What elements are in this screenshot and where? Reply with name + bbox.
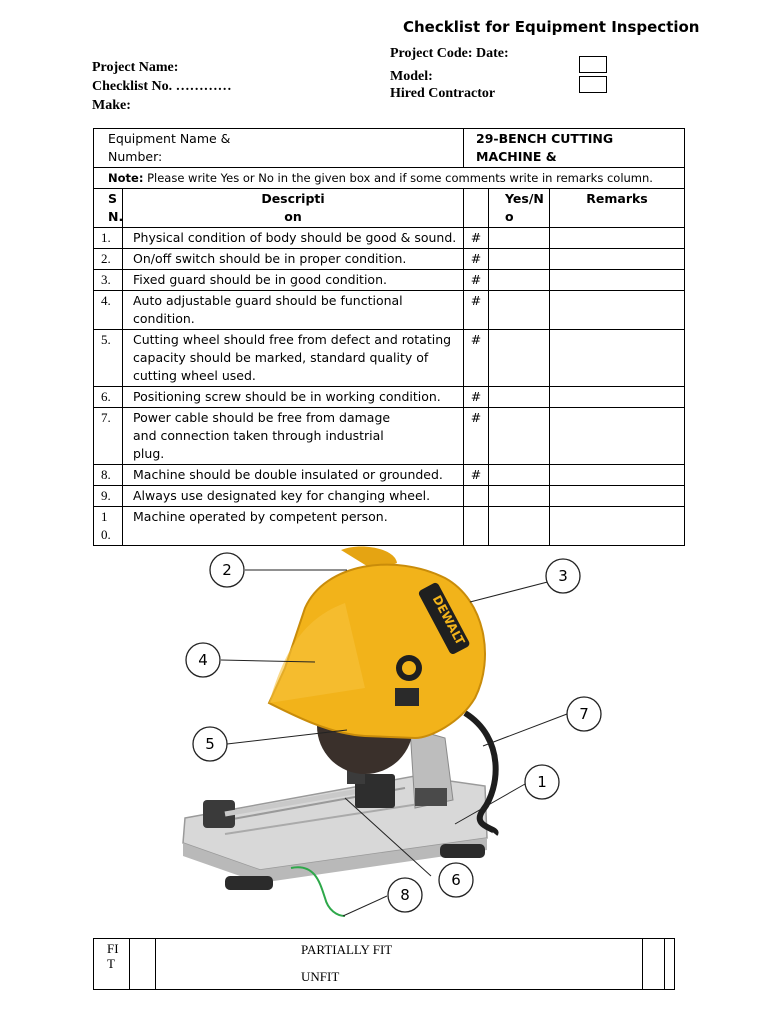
- row-sn: 1 0.: [94, 507, 123, 546]
- brand-label: DEWALT: [429, 592, 468, 648]
- row-description: Physical condition of body should be good & sound.: [123, 228, 464, 249]
- callout-7: [567, 697, 601, 731]
- callout-2: [210, 553, 244, 587]
- col-header-remarks: Remarks: [550, 189, 685, 228]
- row-sn: 1.: [94, 228, 123, 249]
- yes-no-cell[interactable]: [489, 330, 550, 387]
- remarks-cell[interactable]: [550, 330, 685, 387]
- col-header-sn-line2: N.: [108, 209, 124, 224]
- row-description: Machine should be double insulated or grounded.: [123, 465, 464, 486]
- table-row: [94, 408, 685, 465]
- row-mark: #: [464, 270, 489, 291]
- row-mark: #: [464, 228, 489, 249]
- row-sn: 4.: [94, 291, 123, 330]
- col-header-description: [123, 189, 464, 228]
- make-label: Make:: [92, 98, 131, 113]
- svg-text:1: 1: [537, 773, 547, 791]
- remarks-cell[interactable]: [550, 465, 685, 486]
- row-description: Positioning screw should be in working condition.: [123, 387, 464, 408]
- bench-cutting-machine-photo: [165, 538, 605, 928]
- fitness-status-table: [93, 938, 675, 990]
- callout-6: [439, 863, 473, 897]
- equipment-label-cell: [94, 129, 464, 168]
- row-sn: 8.: [94, 465, 123, 486]
- remarks-cell[interactable]: [550, 291, 685, 330]
- svg-text:6: 6: [451, 871, 461, 889]
- project-code-date-label: Project Code: Date:: [390, 46, 509, 61]
- table-row: [94, 330, 685, 387]
- partially-fit-label: PARTIALLY FIT: [301, 942, 393, 957]
- svg-text:2: 2: [222, 561, 232, 579]
- table-row: [94, 465, 685, 486]
- yes-no-cell[interactable]: [489, 291, 550, 330]
- table-row: [94, 486, 685, 507]
- guard-assembly: [269, 546, 485, 738]
- row-description: Auto adjustable guard should be functional condition.: [123, 291, 464, 330]
- document-title: Checklist for Equipment Inspection: [403, 18, 700, 36]
- note-row: [94, 168, 685, 189]
- row-mark: #: [464, 408, 489, 465]
- remarks-cell[interactable]: [550, 270, 685, 291]
- model-label: Model:: [390, 69, 433, 84]
- fit-checkbox[interactable]: [130, 939, 156, 990]
- row-sn: 7.: [94, 408, 123, 465]
- equipment-label-line1: Equipment Name &: [108, 131, 231, 146]
- col-header-description-line2: on: [284, 209, 302, 224]
- row-description: On/off switch should be in proper condition.: [123, 249, 464, 270]
- row-description: Fixed guard should be in good condition.: [123, 270, 464, 291]
- model-entry-box[interactable]: [579, 76, 607, 93]
- row-mark: #: [464, 387, 489, 408]
- col-header-mark: [464, 189, 489, 228]
- row-sn: 6.: [94, 387, 123, 408]
- equipment-name-value: 29-BENCH CUTTING MACHINE &: [464, 129, 685, 168]
- note-label: Note:: [108, 171, 144, 185]
- yes-no-cell[interactable]: [489, 486, 550, 507]
- row-sn: 9.: [94, 486, 123, 507]
- col-header-yes-no-line1: Yes/N: [505, 191, 544, 206]
- remarks-cell[interactable]: [550, 387, 685, 408]
- col-header-description-line1: Descripti: [261, 191, 325, 206]
- callout-5: [193, 727, 227, 761]
- yes-no-cell[interactable]: [489, 465, 550, 486]
- unfit-label: UNFIT: [301, 969, 340, 984]
- svg-text:7: 7: [579, 705, 589, 723]
- row-sn: 2.: [94, 249, 123, 270]
- yes-no-cell[interactable]: [489, 228, 550, 249]
- inspection-checklist-table: [93, 128, 685, 546]
- svg-text:8: 8: [400, 886, 410, 904]
- equipment-row: [94, 129, 685, 168]
- remarks-cell[interactable]: [550, 228, 685, 249]
- note-text: Please write Yes or No in the given box and if some comments write in remarks column.: [143, 171, 653, 185]
- row-description: Always use designated key for changing wheel.: [123, 486, 464, 507]
- row-mark: [464, 486, 489, 507]
- svg-text:4: 4: [198, 651, 208, 669]
- col-header-yes-no-line2: o: [505, 209, 514, 224]
- remarks-cell[interactable]: [550, 486, 685, 507]
- remarks-cell[interactable]: [550, 249, 685, 270]
- hired-contractor-label: Hired Contractor: [390, 86, 496, 101]
- status-edge-cell: [665, 939, 675, 990]
- header-right-fields: [390, 45, 509, 102]
- yes-no-cell[interactable]: [489, 387, 550, 408]
- row-description: Cutting wheel should free from defect and rotating capacity should be marked, standard quality of cutting wheel used.: [123, 330, 464, 387]
- project-name-label: Project Name:: [92, 60, 179, 75]
- row-description: Power cable should be free from damage and connection taken through industrial plug.: [123, 408, 464, 465]
- table-row: [94, 291, 685, 330]
- row-mark: #: [464, 291, 489, 330]
- row-mark: #: [464, 465, 489, 486]
- yes-no-cell[interactable]: [489, 408, 550, 465]
- col-header-sn-line1: S: [108, 191, 118, 206]
- note-cell: [94, 168, 685, 189]
- header-left-fields: [92, 58, 232, 115]
- yes-no-cell[interactable]: [489, 249, 550, 270]
- callout-4: [186, 643, 220, 677]
- row-description: Machine operated by competent person.: [123, 507, 464, 546]
- row-sn: 3.: [94, 270, 123, 291]
- row-mark: #: [464, 249, 489, 270]
- table-row: [94, 249, 685, 270]
- svg-text:3: 3: [558, 567, 568, 585]
- table-row: [94, 387, 685, 408]
- pivot-arm: [410, 728, 453, 808]
- callout-8: [388, 878, 422, 912]
- table-row: [94, 228, 685, 249]
- callout-1: [525, 765, 559, 799]
- callout-3: [546, 559, 580, 593]
- checklist-no-label: Checklist No. …………: [92, 79, 232, 94]
- equipment-label-line2: Number:: [108, 149, 163, 164]
- svg-text:5: 5: [205, 735, 215, 753]
- column-header-row: [94, 189, 685, 228]
- fit-label: FIT: [94, 939, 130, 990]
- table-row: [94, 270, 685, 291]
- col-header-sn: [94, 189, 123, 228]
- row-sn: 5.: [94, 330, 123, 387]
- date-entry-box[interactable]: [579, 56, 607, 73]
- remarks-cell[interactable]: [550, 408, 685, 465]
- yes-no-cell[interactable]: [489, 270, 550, 291]
- status-checkbox[interactable]: [643, 939, 665, 990]
- row-mark: #: [464, 330, 489, 387]
- col-header-yes-no: [489, 189, 550, 228]
- status-options-cell: [156, 939, 643, 990]
